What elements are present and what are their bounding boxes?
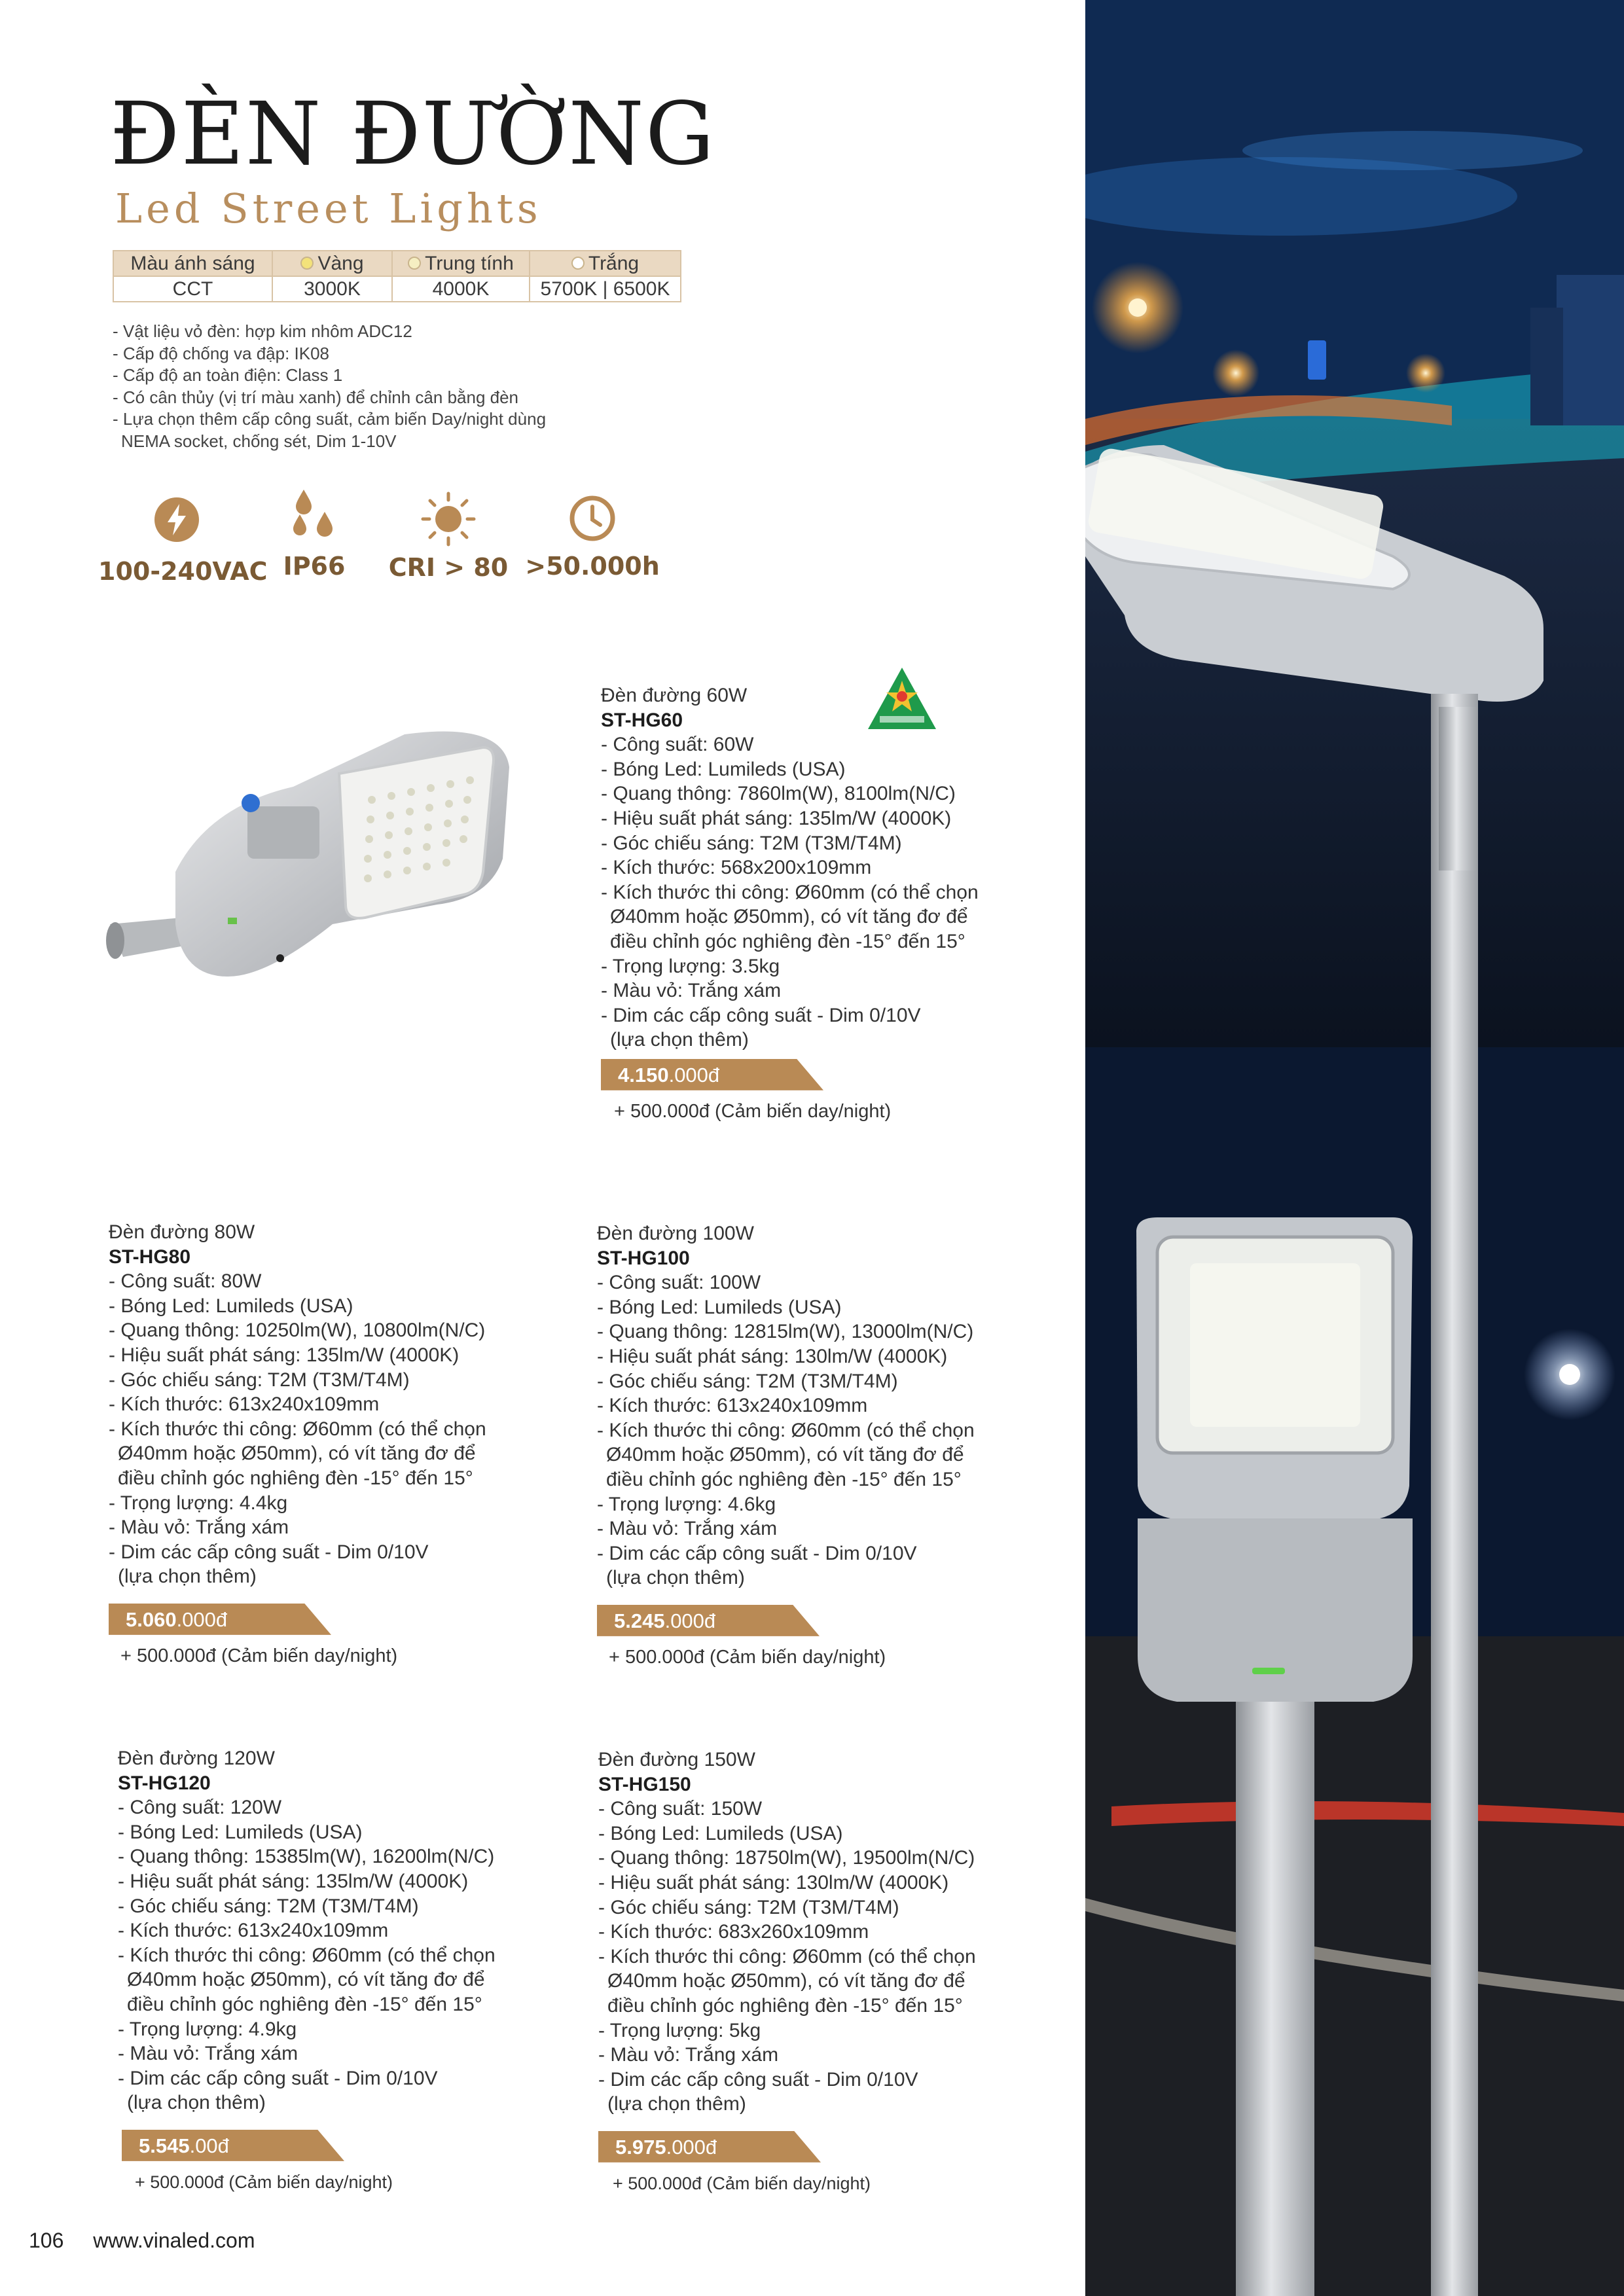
product-code: ST-HG60 [601, 709, 683, 731]
price-tag [601, 1059, 823, 1090]
price-main: 5.975 [615, 2135, 666, 2159]
yellow-dot-icon [300, 257, 314, 270]
price-tail: .000đ [176, 1607, 228, 1631]
spec-line: Ø40mm hoặc Ø50mm), có vít tăng đơ để [610, 906, 968, 928]
spec-line: - Dim các cấp công suất - Dim 0/10V [598, 2068, 918, 2090]
spec-line: Ø40mm hoặc Ø50mm), có vít tăng đơ để [606, 1444, 964, 1466]
product-code: ST-HG120 [118, 1772, 211, 1794]
spec-line: - Kích thước thi công: Ø60mm (có thể chọn [601, 881, 979, 903]
spec-line: điều chỉnh góc nghiêng đèn -15° đến 15° [610, 930, 965, 952]
product-name: Đèn đường 100W [597, 1223, 754, 1244]
cct-table-row [113, 251, 681, 276]
addon-price: + 500.000đ (Cảm biến day/night) [120, 1645, 398, 1666]
spec-line: - Kích thước: 613x240x109mm [118, 1920, 389, 1942]
spec-line: - Trọng lượng: 4.9kg [118, 2018, 297, 2040]
cell-label: Vàng [317, 252, 364, 274]
spec-line: - Góc chiếu sáng: T2M (T3M/T4M) [109, 1369, 410, 1391]
spec-lifetime [524, 495, 661, 581]
product-hg80 [109, 1220, 486, 1669]
spec-line: - Màu vỏ: Trắng xám [598, 2044, 779, 2066]
spec-line: - Kích thước thi công: Ø60mm (có thể chọn [118, 1944, 496, 1966]
spec-line: - Góc chiếu sáng: T2M (T3M/T4M) [118, 1895, 419, 1917]
table-cell [530, 251, 681, 276]
cell-label: Trung tính [425, 252, 514, 274]
page-number: 106 [29, 2229, 64, 2252]
spec-line: - Dim các cấp công suất - Dim 0/10V [118, 2067, 438, 2089]
price-tail: .00đ [189, 2134, 229, 2157]
spec-line: - Màu vỏ: Trắng xám [109, 1516, 289, 1539]
addon-price: + 500.000đ (Cảm biến day/night) [614, 1100, 892, 1122]
spec-line: - Hiệu suất phát sáng: 130lm/W (4000K) [597, 1345, 948, 1367]
spec-line: - Quang thông: 15385lm(W), 16200lm(N/C) [118, 1846, 495, 1868]
spec-line: - Kích thước: 568x200x109mm [601, 857, 872, 879]
feature-item: - Cấp độ chống va đập: IK08 [113, 343, 330, 363]
addon-price: + 500.000đ (Cảm biến day/night) [135, 2172, 393, 2192]
spec-line: (lựa chọn thêm) [607, 2093, 746, 2115]
price-tail: .000đ [664, 1609, 716, 1632]
table-cell [392, 251, 530, 276]
street-night-photo [1085, 0, 1624, 2296]
spec-line: Ø40mm hoặc Ø50mm), có vít tăng đơ để [118, 1443, 476, 1465]
price-main: 5.245 [614, 1609, 665, 1632]
product-name: Đèn đường 120W [118, 1748, 275, 1769]
street-scene-illustration [1085, 0, 1624, 2296]
spec-cri [386, 491, 511, 582]
spec-line: - Công suất: 120W [118, 1797, 282, 1819]
feature-item: - Cấp độ an toàn điện: Class 1 [113, 365, 343, 385]
table-cell: Màu ánh sáng [113, 251, 272, 276]
spec-line: điều chỉnh góc nghiêng đèn -15° đến 15° [606, 1468, 962, 1490]
feature-item: - Lựa chọn thêm cấp công suất, cảm biến Day/night dùng [113, 409, 547, 429]
product-hg120 [118, 1746, 496, 2195]
spec-line: (lựa chọn thêm) [127, 2092, 266, 2114]
feature-item: NEMA socket, chống sét, Dim 1-10V [121, 431, 397, 451]
price-value [618, 1063, 719, 1088]
website-link[interactable]: www.vinaled.com [93, 2229, 255, 2252]
price-tail: .000đ [666, 2135, 717, 2159]
product-code: ST-HG80 [109, 1246, 191, 1268]
feature-item: - Có cân thủy (vị trí màu xanh) để chỉnh cân bằng đèn [113, 387, 519, 407]
spec-line: - Trọng lượng: 3.5kg [601, 955, 780, 977]
page-subtitle: Led Street Lights [115, 185, 542, 232]
price-tail: .000đ [668, 1063, 720, 1086]
spec-line: - Công suất: 150W [598, 1798, 763, 1820]
product-name: Đèn đường 60W [601, 685, 748, 706]
product-hg150 [598, 1748, 976, 2197]
price-main: 4.150 [618, 1063, 669, 1086]
spec-line: điều chỉnh góc nghiêng đèn -15° đến 15° [127, 1993, 482, 2015]
water-drops-icon [291, 490, 338, 543]
table-cell [272, 251, 392, 276]
spec-voltage [98, 496, 268, 586]
product-hg60 [601, 683, 979, 1124]
spec-line: - Màu vỏ: Trắng xám [118, 2043, 298, 2065]
price-tag [109, 1604, 331, 1635]
spec-line: - Dim các cấp công suất - Dim 0/10V [601, 1004, 921, 1026]
spec-line: - Góc chiếu sáng: T2M (T3M/T4M) [598, 1896, 899, 1918]
spec-line: - Kích thước thi công: Ø60mm (có thể chọn [109, 1418, 486, 1440]
spec-line: - Hiệu suất phát sáng: 135lm/W (4000K) [601, 807, 952, 829]
table-cell: 4000K [392, 276, 530, 302]
cell-label: Trắng [588, 252, 640, 274]
lightning-icon [153, 496, 200, 543]
clock-icon [569, 495, 616, 542]
neutral-dot-icon [408, 257, 421, 270]
addon-price: + 500.000đ (Cảm biến day/night) [613, 2173, 871, 2193]
price-tag [122, 2130, 344, 2161]
spec-line: - Quang thông: 18750lm(W), 19500lm(N/C) [598, 1847, 975, 1869]
table-cell: CCT [113, 276, 272, 302]
feature-item: - Vật liệu vỏ đèn: hợp kim nhôm ADC12 [113, 321, 412, 341]
spec-line: - Quang thông: 7860lm(W), 8100lm(N/C) [601, 783, 956, 805]
addon-price: + 500.000đ (Cảm biến day/night) [609, 1646, 886, 1668]
spec-line: - Kích thước: 613x240x109mm [597, 1395, 868, 1417]
table-cell: 3000K [272, 276, 392, 302]
page-title: ĐÈN ĐƯỜNG [110, 84, 716, 185]
spec-line: (lựa chọn thêm) [610, 1029, 749, 1051]
spec-line: - Trọng lượng: 4.4kg [109, 1492, 288, 1514]
price-value [126, 1607, 227, 1632]
spec-line: điều chỉnh góc nghiêng đèn -15° đến 15° [607, 1994, 963, 2017]
spec-label: IP66 [283, 552, 346, 581]
spec-line: điều chỉnh góc nghiêng đèn -15° đến 15° [118, 1467, 473, 1489]
product-code: ST-HG100 [597, 1247, 690, 1269]
sun-icon [420, 491, 477, 547]
footer [29, 2229, 255, 2253]
cct-table [113, 250, 681, 302]
spec-line: - Quang thông: 10250lm(W), 10800lm(N/C) [109, 1319, 486, 1342]
spec-line: - Trọng lượng: 4.6kg [597, 1493, 776, 1515]
spec-line: Ø40mm hoặc Ø50mm), có vít tăng đơ để [607, 1970, 965, 1992]
spec-line: - Hiệu suất phát sáng: 135lm/W (4000K) [109, 1344, 460, 1366]
spec-label: 100-240VAC [98, 557, 268, 586]
price-tag [598, 2131, 821, 2162]
spec-line: - Bóng Led: Lumileds (USA) [109, 1295, 353, 1317]
spec-line: - Dim các cấp công suất - Dim 0/10V [597, 1542, 917, 1564]
spec-line: - Dim các cấp công suất - Dim 0/10V [109, 1541, 429, 1563]
spec-line: - Kích thước: 683x260x109mm [598, 1921, 869, 1943]
spec-line: (lựa chọn thêm) [606, 1567, 745, 1589]
price-tag [597, 1605, 820, 1636]
feature-list [113, 321, 546, 452]
spec-line: - Màu vỏ: Trắng xám [597, 1518, 778, 1540]
spec-line: - Bóng Led: Lumileds (USA) [597, 1296, 842, 1318]
product-name: Đèn đường 80W [109, 1221, 255, 1243]
price-value [139, 2134, 229, 2159]
spec-label: >50.000h [525, 552, 660, 581]
spec-line: - Màu vỏ: Trắng xám [601, 980, 782, 1002]
product-hg100 [597, 1221, 975, 1670]
spec-line: - Hiệu suất phát sáng: 135lm/W (4000K) [118, 1870, 469, 1892]
price-main: 5.545 [139, 2134, 190, 2157]
white-dot-icon [571, 257, 585, 270]
spec-line: - Góc chiếu sáng: T2M (T3M/T4M) [597, 1370, 898, 1392]
spec-line: - Bóng Led: Lumileds (USA) [118, 1821, 363, 1843]
spec-line: - Công suất: 80W [109, 1270, 262, 1293]
spec-ip [275, 490, 353, 581]
spec-line: - Công suất: 100W [597, 1272, 761, 1294]
spec-label: CRI > 80 [388, 553, 509, 582]
price-value [615, 2135, 717, 2160]
product-code: ST-HG150 [598, 1773, 691, 1795]
spec-line: - Hiệu suất phát sáng: 130lm/W (4000K) [598, 1871, 949, 1893]
cct-table-row [113, 276, 681, 302]
spec-line: - Kích thước thi công: Ø60mm (có thể chọn [597, 1419, 975, 1441]
spec-line: - Trọng lượng: 5kg [598, 2019, 761, 2041]
spec-line: - Công suất: 60W [601, 734, 754, 756]
table-cell: 5700K | 6500K [530, 276, 681, 302]
price-main: 5.060 [126, 1607, 177, 1631]
product-name: Đèn đường 150W [598, 1749, 755, 1770]
spec-line: Ø40mm hoặc Ø50mm), có vít tăng đơ để [127, 1969, 485, 1991]
product-image-hg60 [97, 728, 529, 995]
spec-line: - Quang thông: 12815lm(W), 13000lm(N/C) [597, 1321, 974, 1343]
spec-line: (lựa chọn thêm) [118, 1566, 257, 1588]
price-value [614, 1609, 715, 1634]
spec-line: - Bóng Led: Lumileds (USA) [601, 758, 846, 780]
spec-line: - Góc chiếu sáng: T2M (T3M/T4M) [601, 832, 902, 854]
spec-line: - Kích thước: 613x240x109mm [109, 1393, 380, 1416]
spec-line: - Kích thước thi công: Ø60mm (có thể chọn [598, 1945, 976, 1967]
spec-line: - Bóng Led: Lumileds (USA) [598, 1822, 843, 1844]
